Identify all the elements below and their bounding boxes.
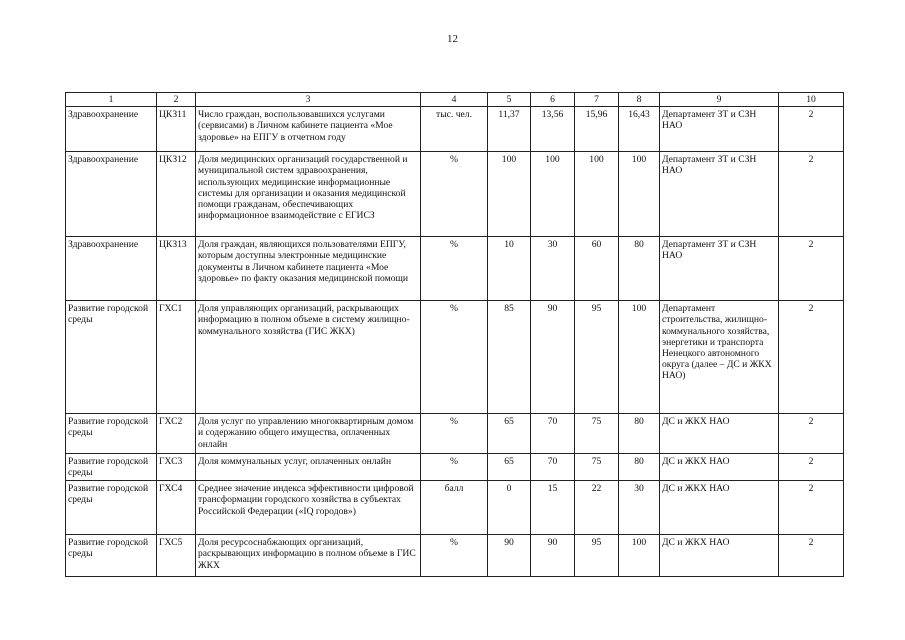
col-header: 4 <box>421 93 488 107</box>
value-col7: 75 <box>575 414 619 454</box>
code-cell: ЦКЗ12 <box>157 152 196 237</box>
unit-cell: % <box>421 301 488 414</box>
value-col5: 10 <box>488 237 531 301</box>
department-cell: Департамент ЗТ и СЗН НАО <box>660 152 779 237</box>
table-row <box>66 535 844 577</box>
area-cell: Развитие городской среды <box>66 414 157 454</box>
name-cell: Число граждан, воспользовавшихся услугами (сервисами) в Личном кабинете пациента «Мое здоровье» на ЕПГУ в отчетном году <box>196 107 421 152</box>
unit-cell: тыс. чел. <box>421 107 488 152</box>
value-col5: 65 <box>488 454 531 481</box>
code-cell: ГХС1 <box>157 301 196 414</box>
value-col8: 30 <box>619 481 660 535</box>
col-header: 1 <box>66 93 157 107</box>
area-cell: Развитие городской среды <box>66 301 157 414</box>
department-cell: ДС и ЖКХ НАО <box>660 454 779 481</box>
area-cell: Здравоохранение <box>66 152 157 237</box>
name-cell: Доля медицинских организаций государственной и муниципальной систем здравоохранения, использующих медицинские информационные системы для организации и оказания медицинской помощи гражданам, обеспечивающих информационное взаимодействие с ЕГИСЗ <box>196 152 421 237</box>
value-col6: 13,56 <box>531 107 575 152</box>
value-col5: 100 <box>488 152 531 237</box>
value-col7: 95 <box>575 301 619 414</box>
table-row <box>66 237 844 301</box>
value-col8: 80 <box>619 454 660 481</box>
name-cell: Доля граждан, являющихся пользователями ЕПГУ, которым доступны электронные медицинские документы в Личном кабинете пациента «Мое здоровье» по факту оказания медицинской помощи <box>196 237 421 301</box>
area-cell: Развитие городской среды <box>66 454 157 481</box>
name-cell: Доля ресурсоснабжающих организаций, раскрывающих информацию в полном объеме в ГИС ЖКХ <box>196 535 421 577</box>
value-col5: 90 <box>488 535 531 577</box>
header-row <box>66 93 844 107</box>
value-col8: 16,43 <box>619 107 660 152</box>
name-cell: Доля управляющих организаций, раскрывающих информацию в полном объеме в систему жилищно-коммунального хозяйства (ГИС ЖКХ) <box>196 301 421 414</box>
table-row <box>66 107 844 152</box>
value-col6: 70 <box>531 454 575 481</box>
col10-cell: 2 <box>779 454 844 481</box>
unit-cell: % <box>421 454 488 481</box>
name-cell: Среднее значение индекса эффективности цифровой трансформации городского хозяйства в субъектах Российской Федерации («IQ городов») <box>196 481 421 535</box>
page-number: 12 <box>447 33 458 45</box>
area-cell: Здравоохранение <box>66 237 157 301</box>
value-col7: 15,96 <box>575 107 619 152</box>
code-cell: ЦКЗ13 <box>157 237 196 301</box>
area-cell: Развитие городской среды <box>66 535 157 577</box>
col-header: 10 <box>779 93 844 107</box>
col10-cell: 2 <box>779 414 844 454</box>
value-col7: 22 <box>575 481 619 535</box>
indicators-table <box>65 92 844 577</box>
table-row <box>66 481 844 535</box>
col-header: 3 <box>196 93 421 107</box>
col-header: 5 <box>488 93 531 107</box>
value-col6: 15 <box>531 481 575 535</box>
unit-cell: балл <box>421 481 488 535</box>
col-header: 6 <box>531 93 575 107</box>
unit-cell: % <box>421 152 488 237</box>
value-col7: 75 <box>575 454 619 481</box>
col10-cell: 2 <box>779 301 844 414</box>
col10-cell: 2 <box>779 237 844 301</box>
value-col8: 80 <box>619 237 660 301</box>
name-cell: Доля услуг по управлению многоквартирным домом и содержанию общего имущества, оплаченных онлайн <box>196 414 421 454</box>
col-header: 8 <box>619 93 660 107</box>
code-cell: ГХС4 <box>157 481 196 535</box>
value-col5: 85 <box>488 301 531 414</box>
unit-cell: % <box>421 414 488 454</box>
table-row <box>66 414 844 454</box>
value-col6: 70 <box>531 414 575 454</box>
value-col6: 30 <box>531 237 575 301</box>
col-header: 2 <box>157 93 196 107</box>
value-col8: 100 <box>619 152 660 237</box>
value-col5: 65 <box>488 414 531 454</box>
col-header: 9 <box>660 93 779 107</box>
table-row <box>66 301 844 414</box>
unit-cell: % <box>421 535 488 577</box>
value-col7: 95 <box>575 535 619 577</box>
department-cell: Департамент ЗТ и СЗН НАО <box>660 237 779 301</box>
col10-cell: 2 <box>779 481 844 535</box>
table-row <box>66 454 844 481</box>
col-header: 7 <box>575 93 619 107</box>
value-col5: 11,37 <box>488 107 531 152</box>
value-col5: 0 <box>488 481 531 535</box>
value-col6: 90 <box>531 535 575 577</box>
code-cell: ЦКЗ11 <box>157 107 196 152</box>
unit-cell: % <box>421 237 488 301</box>
code-cell: ГХС5 <box>157 535 196 577</box>
area-cell: Здравоохранение <box>66 107 157 152</box>
name-cell: Доля коммунальных услуг, оплаченных онлайн <box>196 454 421 481</box>
value-col6: 90 <box>531 301 575 414</box>
value-col7: 100 <box>575 152 619 237</box>
code-cell: ГХС3 <box>157 454 196 481</box>
code-cell: ГХС2 <box>157 414 196 454</box>
col10-cell: 2 <box>779 535 844 577</box>
value-col8: 100 <box>619 535 660 577</box>
table-row <box>66 152 844 237</box>
department-cell: Департамент строительства, жилищно-коммунального хозяйства, энергетики и транспорта Ненецкого автономного округа (далее – ДС и ЖКХ НАО) <box>660 301 779 414</box>
value-col7: 60 <box>575 237 619 301</box>
department-cell: ДС и ЖКХ НАО <box>660 481 779 535</box>
value-col8: 80 <box>619 414 660 454</box>
area-cell: Развитие городской среды <box>66 481 157 535</box>
value-col6: 100 <box>531 152 575 237</box>
department-cell: ДС и ЖКХ НАО <box>660 414 779 454</box>
department-cell: Департамент ЗТ и СЗН НАО <box>660 107 779 152</box>
col10-cell: 2 <box>779 152 844 237</box>
department-cell: ДС и ЖКХ НАО <box>660 535 779 577</box>
value-col8: 100 <box>619 301 660 414</box>
col10-cell: 2 <box>779 107 844 152</box>
